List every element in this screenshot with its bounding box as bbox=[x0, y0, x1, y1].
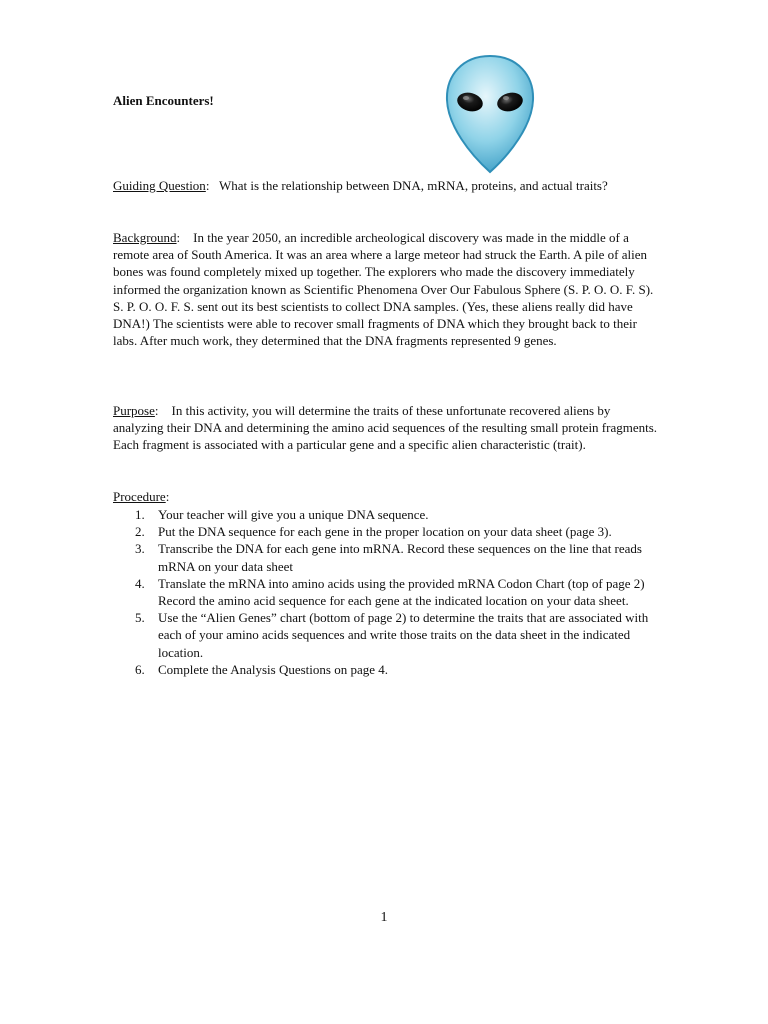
step-text: Put the DNA sequence for each gene in the proper location on your data sheet (page 3). bbox=[158, 524, 612, 540]
procedure-section: Procedure: bbox=[113, 489, 170, 504]
document-title: Alien Encounters! bbox=[113, 93, 214, 108]
guiding-question-section: Guiding Question: What is the relationship between DNA, mRNA, proteins, and actual traits? bbox=[113, 178, 608, 193]
procedure-step bbox=[113, 540, 658, 574]
step-number: 5. bbox=[135, 610, 145, 626]
procedure-step bbox=[113, 523, 658, 540]
step-number: 6. bbox=[135, 661, 145, 677]
guiding-question-heading: Guiding Question bbox=[113, 178, 206, 193]
step-number: 2. bbox=[135, 524, 145, 540]
step-text: Your teacher will give you a unique DNA sequence. bbox=[158, 507, 429, 522]
purpose-heading: Purpose bbox=[113, 403, 155, 418]
procedure-step bbox=[113, 506, 658, 523]
procedure-step bbox=[113, 575, 658, 609]
step-text: Complete the Analysis Questions on page 4. bbox=[158, 661, 389, 677]
background-section: Background: In the year 2050, an incredible archeological discovery was made in the middle of a remote area of South America. It was an area where a large meteor had struck the Earth. A pile of alien bones was found completely mixed up together. The explorers who made the discovery immediately informed the organization known as Scientific Phenomena Over Our Fabulous Sphere (S. P. O. O. F. S). S. P. O. O. F. S. sent out its best scientists to collect DNA samples. (Yes, these aliens really did have DNA!) The scientists were able to recover small fragments of DNA which they brought back to their labs. After much work, they determined that the DNA fragments represented 9 genes. bbox=[113, 230, 654, 349]
background-text: In the year 2050, an incredible archeological discovery was made in the middle of a remote area of South America. It was an area where a large meteor had struck the Earth. A pile of alien bones was found completely mixed up together. The explorers who made the discovery immediately informed the organization known as Scientific Phenomena Over Our Fabulous Sphere (S. P. O. O. F. S). S. P. O. O. F. S. sent out its best scientists to collect DNA samples. (Yes, these aliens really did have DNA!) The scientists were able to recover small fragments of DNA which they brought back to their labs. After much work, they determined that the DNA fragments represented 9 genes. bbox=[113, 230, 654, 349]
guiding-question-text: What is the relationship between DNA, mRNA, proteins, and actual traits? bbox=[218, 178, 608, 193]
procedure-step bbox=[113, 661, 658, 678]
procedure-heading: Procedure bbox=[113, 489, 166, 504]
procedure-step bbox=[113, 609, 658, 661]
step-text: Translate the mRNA into amino acids using the provided mRNA Codon Chart (top of page 2) Record the amino acid sequence for each gene at the indicated location on your data sheet. bbox=[158, 575, 645, 609]
step-number: 4. bbox=[135, 575, 145, 591]
step-text: Transcribe the DNA for each gene into mRNA. Record these sequences on the line that reads mRNA on your data sheet bbox=[158, 541, 642, 574]
alien-head-icon bbox=[440, 52, 540, 176]
page-number: 1 bbox=[380, 910, 388, 925]
purpose-text: In this activity, you will determine the traits of these unfortunate recovered aliens by analyzing their DNA and determining the amino acid sequences of the resulting small protein fragments. Each fragment is associated with a particular gene and a specific alien characteristic (trait). bbox=[113, 403, 658, 453]
step-number: 3. bbox=[135, 541, 145, 557]
procedure-steps-list bbox=[113, 506, 658, 678]
step-number: 1. bbox=[135, 507, 145, 522]
purpose-section: Purpose: In this activity, you will determine the traits of these unfortunate recovered aliens by analyzing their DNA and determining the amino acid sequences of the resulting small protein fragments. Each fragment is associated with a particular gene and a specific alien characteristic (trait). bbox=[113, 403, 658, 453]
background-heading: Background bbox=[113, 230, 177, 245]
step-text: Use the “Alien Genes” chart (bottom of page 2) to determine the traits that are associated with each of your amino acids sequences and write those traits on the data sheet in the indicated location. bbox=[158, 610, 649, 660]
